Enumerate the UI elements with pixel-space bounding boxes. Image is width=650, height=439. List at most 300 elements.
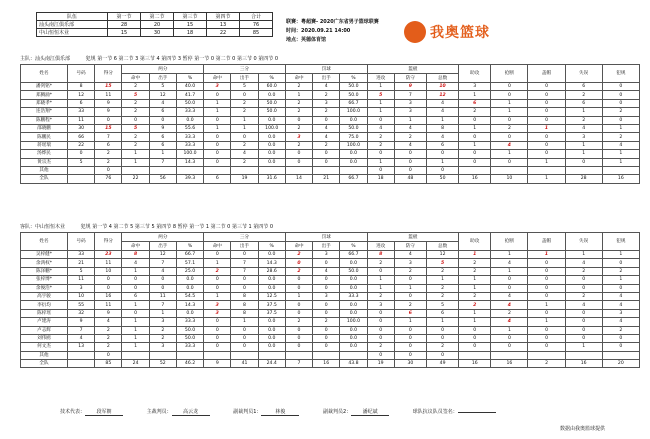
stat-cell [565,166,602,174]
stat-cell: 0 [95,166,122,174]
stat-cell: 2 [285,318,312,326]
stat-cell: 0 [313,284,340,292]
stat-cell: 0 [95,284,122,292]
stat-cell: 0 [426,150,458,158]
stat-cell: 0 [204,326,231,334]
stat-cell [340,166,367,174]
stat-cell: 18 [367,175,394,183]
stat-cell: 0 [491,116,528,124]
stat-cell: 1 [394,284,426,292]
stat-cell: 66.7 [340,99,367,107]
stat-cell: 0 [285,259,312,267]
column-subheader: 命中 [204,74,231,83]
stat-cell: 6 [95,141,122,149]
stat-cell: 66.7 [176,251,203,259]
stat-cell: 3 [313,99,340,107]
stat-cell: 0 [394,351,426,359]
stat-cell: 7 [149,259,176,267]
stat-cell: 0 [204,276,231,284]
stat-cell: 0 [231,326,258,334]
stat-cell: 4 [313,124,340,132]
stat-cell: 0 [565,284,602,292]
stat-cell [231,166,258,174]
team-cell: 中山恒恒木业 [37,29,108,37]
stat-cell: 0 [285,301,312,309]
stat-cell: 4 [565,301,602,309]
stat-cell [258,351,285,359]
stat-cell: 1 [528,158,565,166]
stat-cell [176,351,203,359]
column-header: 篮板 [367,65,459,74]
stat-cell: 1 [122,301,149,309]
stat-cell: 0 [285,343,312,351]
stat-cell: 1 [565,251,602,259]
ref1-name: 林俊 [261,408,299,416]
stat-cell: 2 [285,99,312,107]
player-row [21,166,640,174]
stat-cell: 0 [394,326,426,334]
stat-cell: 0.0 [340,301,367,309]
chief-ref-label: 主裁判员： [146,409,172,415]
stat-cell: 19 [231,175,258,183]
stat-cell: 7 [231,259,258,267]
stat-cell: 41.7 [176,91,203,99]
stat-cell: 50.0 [258,99,285,107]
stat-cell: 2 [491,309,528,317]
column-subheader: 命中 [285,74,312,83]
stat-cell: 2 [313,141,340,149]
stat-cell: 16 [459,175,491,183]
stat-cell: 0.0 [176,284,203,292]
stat-cell: 7 [231,267,258,275]
stat-cell: 4 [491,259,528,267]
stat-cell: 0 [528,284,565,292]
stat-cell: 0 [459,133,491,141]
stat-cell: 1 [231,116,258,124]
stat-cell: 0 [95,116,122,124]
stat-cell: 2 [95,150,122,158]
stat-cell: 1 [528,124,565,132]
player-name: 陈梓瑶 [21,309,68,317]
column-header: 得分 [95,233,122,251]
stat-cell: 0.0 [340,276,367,284]
stat-cell: 0 [204,343,231,351]
stat-cell [285,351,312,359]
stat-cell: 1 [459,318,491,326]
column-subheader: 出手 [231,242,258,251]
stat-cell: 1 [459,91,491,99]
stat-cell [491,166,528,174]
score-cell: 第二节 [141,13,174,21]
stat-cell: 3 [204,83,231,91]
player-row [21,83,640,91]
stat-cell: 1 [367,83,394,91]
stat-cell: 0 [149,276,176,284]
stat-cell: 9 [95,108,122,116]
stat-cell: 0 [122,284,149,292]
player-name: 蒋瑶瑞 [21,141,68,149]
stat-cell: 0 [394,276,426,284]
stat-cell: 2 [122,83,149,91]
scoreboard-row [37,21,273,29]
stat-cell: 32 [68,309,95,317]
stat-cell: 7 [95,133,122,141]
column-header: 三分 [204,65,286,74]
column-subheader: % [340,74,367,83]
player-name: 全队 [21,360,68,368]
stat-cell: 2 [459,267,491,275]
team-total-row [21,360,640,368]
column-header: 姓名 [21,233,68,251]
stat-cell: 2 [426,292,458,300]
stat-cell: 8 [231,292,258,300]
signature-footer [60,408,496,416]
stat-cell: 0 [528,276,565,284]
stat-cell: 1 [602,158,639,166]
stat-cell: 4 [313,133,340,141]
stat-cell: 24 [122,360,149,368]
stat-cell: 11 [95,259,122,267]
stat-cell: 0 [394,343,426,351]
stat-cell [204,166,231,174]
player-name: 潘剑铭* [21,83,68,91]
stat-cell: 0.0 [176,116,203,124]
stat-cell: 0 [204,91,231,99]
stat-cell: 33.3 [176,343,203,351]
stat-cell: 0 [367,150,394,158]
stat-cell: 9 [95,99,122,107]
stat-cell: 0.0 [340,326,367,334]
stat-cell: 33.3 [176,318,203,326]
stat-cell: 0 [528,91,565,99]
ref1-label: 副裁判员1： [233,409,262,415]
score-cell: 28 [108,21,141,29]
home-team-name: 主队：汕头南江俱乐部 [20,56,71,62]
column-subheader: % [258,74,285,83]
stat-cell: 6 [149,133,176,141]
stat-cell: 1 [528,175,565,183]
player-row [21,99,640,107]
stat-cell: 0 [231,343,258,351]
stat-cell: 11 [95,91,122,99]
home-team-title [20,55,278,62]
stat-cell: 0 [528,343,565,351]
column-header: 两分 [122,233,204,242]
stat-cell: 4 [491,318,528,326]
stat-cell: 0 [313,301,340,309]
stat-cell: 0 [565,326,602,334]
stat-cell: 9 [95,309,122,317]
stat-cell: 0 [313,259,340,267]
stat-cell: 0 [204,133,231,141]
stat-cell: 0 [602,99,639,107]
stat-cell: 1 [367,284,394,292]
stat-cell: 1 [602,124,639,132]
player-name: 其他 [21,351,68,359]
stat-cell: 4 [602,301,639,309]
stat-cell: 0 [367,318,394,326]
score-cell: 第三节 [174,13,207,21]
stat-cell: 49 [426,360,458,368]
stat-cell: 0 [394,166,426,174]
stat-cell: 41 [231,360,258,368]
stat-cell: 1 [204,124,231,132]
stat-cell: 0 [565,158,602,166]
stat-cell: 0.0 [258,334,285,342]
stat-cell: 4 [565,124,602,132]
stat-cell: 0 [528,267,565,275]
column-subheader: 命中 [285,242,312,251]
stat-cell: 50 [426,175,458,183]
player-row [21,158,640,166]
stat-cell: 21 [313,175,340,183]
stat-cell: 0 [231,334,258,342]
player-row [21,91,640,99]
stat-cell: 1 [285,292,312,300]
stat-cell: 14.3 [258,259,285,267]
column-header: 助攻 [459,233,491,251]
stat-cell: 2 [285,124,312,132]
stat-cell: 0 [491,276,528,284]
stat-cell: 0 [491,133,528,141]
stat-cell: 0 [122,116,149,124]
stat-cell: 5 [367,91,394,99]
stat-cell: 100.0 [176,150,203,158]
score-cell: 第一节 [108,13,141,21]
stat-cell: 50.0 [340,83,367,91]
stat-cell: 0 [204,116,231,124]
stat-cell: 3 [204,301,231,309]
stat-cell: 0 [394,150,426,158]
stat-cell: 2 [602,133,639,141]
match-time: 时间：2020.09.21 14:00 [286,28,351,34]
stat-cell: 21 [68,259,95,267]
score-cell: 15 [174,21,207,29]
stat-cell: 66.7 [340,175,367,183]
player-row [21,284,640,292]
home-fouls-timeouts: 犯规 第一节 6 第二节 3 第三节 4 第四节 3 暂停 第一节 0 第二节 0 第三节 0 第四节 0 [85,56,279,62]
stat-cell: 1 [122,334,149,342]
stat-cell: 0 [459,326,491,334]
stat-cell: 10 [491,175,528,183]
stat-cell: 28.6 [258,267,285,275]
stat-cell: 0 [426,351,458,359]
stat-cell: 0 [491,83,528,91]
player-name: 余鸿权* [21,259,68,267]
column-subheader: 命中 [204,242,231,251]
home-stats-table [20,64,640,184]
stat-cell: 0 [285,158,312,166]
stat-cell: 24.4 [258,360,285,368]
player-name: 其他 [21,166,68,174]
stat-cell: 2 [394,301,426,309]
stat-cell: 2 [367,343,394,351]
stat-cell: 39.3 [176,175,203,183]
stat-cell: 1 [602,276,639,284]
stat-cell: 1 [602,150,639,158]
stat-cell: 0 [602,259,639,267]
stat-cell: 7 [394,91,426,99]
stat-cell: 0 [528,326,565,334]
stat-cell: 30 [68,124,95,132]
stat-cell: 0 [426,166,458,174]
stat-cell: 0.0 [258,343,285,351]
stat-cell: 50.0 [176,99,203,107]
stat-cell: 1 [122,343,149,351]
stat-cell: 8 [231,301,258,309]
stat-cell: 2 [285,251,312,259]
stat-cell: 11 [68,116,95,124]
stat-cell: 1 [231,318,258,326]
stat-cell: 12 [149,251,176,259]
player-name: 李衍均 [21,301,68,309]
column-subheader: % [176,74,203,83]
stat-cell: 5 [122,124,149,132]
column-header: 助攻 [459,65,491,83]
stat-cell: 8 [426,124,458,132]
stat-cell: 1 [565,108,602,116]
stat-cell: 0 [149,116,176,124]
stat-cell: 85 [95,360,122,368]
stat-cell: 0 [367,309,394,317]
stat-cell: 33 [68,108,95,116]
stat-cell: 0 [313,150,340,158]
player-row [21,334,640,342]
stat-cell: 0 [231,276,258,284]
stat-cell: 19 [367,360,394,368]
stat-cell: 37.5 [258,301,285,309]
stat-cell: 1 [367,276,394,284]
stat-cell: 4 [231,150,258,158]
stat-cell: 3 [313,251,340,259]
stat-cell: 9 [394,83,426,91]
player-row [21,251,640,259]
stat-cell: 4 [491,141,528,149]
column-subheader: 进攻 [367,74,394,83]
stat-cell: 0 [426,326,458,334]
stat-cell: 3 [394,108,426,116]
stat-cell: 16 [313,360,340,368]
stat-cell: 2 [459,292,491,300]
stat-cell: 2 [459,301,491,309]
stat-cell: 2 [122,108,149,116]
stat-cell: 0 [528,133,565,141]
stat-cell: 8 [367,251,394,259]
stat-cell: 0 [528,108,565,116]
stat-cell: 0.0 [258,91,285,99]
stat-cell: 0.0 [258,318,285,326]
stat-cell: 0 [459,116,491,124]
stat-cell: 55 [68,301,95,309]
stat-cell: 8 [231,309,258,317]
stat-cell: 1 [367,158,394,166]
stat-cell: 5 [231,83,258,91]
stat-cell: 0.0 [258,150,285,158]
scoreboard-header [37,13,273,21]
stat-cell: 1 [528,251,565,259]
score-cell: 合计 [240,13,273,21]
stat-cell: 22 [68,141,95,149]
stat-cell: 0.0 [340,150,367,158]
stat-cell: 2 [122,99,149,107]
stat-cell [528,166,565,174]
stat-cell: 1 [491,326,528,334]
column-header: 罚球 [285,233,367,242]
stat-cell: 0 [602,91,639,99]
stat-cell: 55.6 [176,124,203,132]
stat-cell: 0 [367,116,394,124]
column-subheader: 总数 [426,242,458,251]
column-header: 两分 [122,65,204,74]
stat-cell: 1 [122,267,149,275]
stats-header-row [21,233,640,242]
stat-cell: 0 [426,334,458,342]
stat-cell: 46.2 [176,360,203,368]
stat-cell [122,351,149,359]
stat-cell: 2 [149,334,176,342]
stat-cell: 0 [528,150,565,158]
stat-cell: 0 [313,343,340,351]
quarter-scoreboard [36,12,273,37]
stat-cell: 4 [313,83,340,91]
stat-cell: 12 [149,91,176,99]
scoreboard-row [37,29,273,37]
stat-cell: 0 [204,158,231,166]
stat-cell: 100.0 [340,108,367,116]
stat-cell: 0 [565,318,602,326]
stat-cell: 0 [285,276,312,284]
stat-cell: 57.1 [176,259,203,267]
stat-cell: 50.0 [176,326,203,334]
stat-cell: 1 [491,99,528,107]
stat-cell: 0 [565,334,602,342]
player-row [21,133,640,141]
stat-cell: 3 [204,309,231,317]
stat-cell: 0 [367,334,394,342]
stat-cell: 4 [602,318,639,326]
stat-cell: 0.0 [176,309,203,317]
player-name: 陈鹏民 [21,133,68,141]
stat-cell: 0 [528,259,565,267]
stat-cell: 7 [68,326,95,334]
stat-cell: 33.3 [176,141,203,149]
stat-cell: 0 [491,91,528,99]
stat-cell: 2 [95,334,122,342]
stat-cell [68,166,95,174]
logo-text: 我奥篮球 [430,25,490,41]
player-row [21,292,640,300]
event-name: 联赛：粤超赛- 2020广东省男子篮球联赛 [286,19,379,25]
stat-cell: 0 [313,116,340,124]
stat-cell: 2 [231,99,258,107]
stat-cell: 0.0 [258,284,285,292]
stat-cell: 0 [528,116,565,124]
stat-cell: 0 [231,133,258,141]
column-header: 盖帽 [528,233,565,251]
stat-cell: 2 [602,326,639,334]
stat-cell: 0 [459,158,491,166]
stat-cell: 1 [122,326,149,334]
stat-cell: 3 [602,309,639,317]
stat-cell: 1 [459,124,491,132]
stat-cell: 0 [204,284,231,292]
stat-cell: 37.5 [258,309,285,317]
stat-cell: 0 [528,141,565,149]
stat-cell [68,360,95,368]
stat-cell: 4 [565,259,602,267]
column-subheader: 防守 [394,242,426,251]
stat-cell: 40.0 [176,83,203,91]
